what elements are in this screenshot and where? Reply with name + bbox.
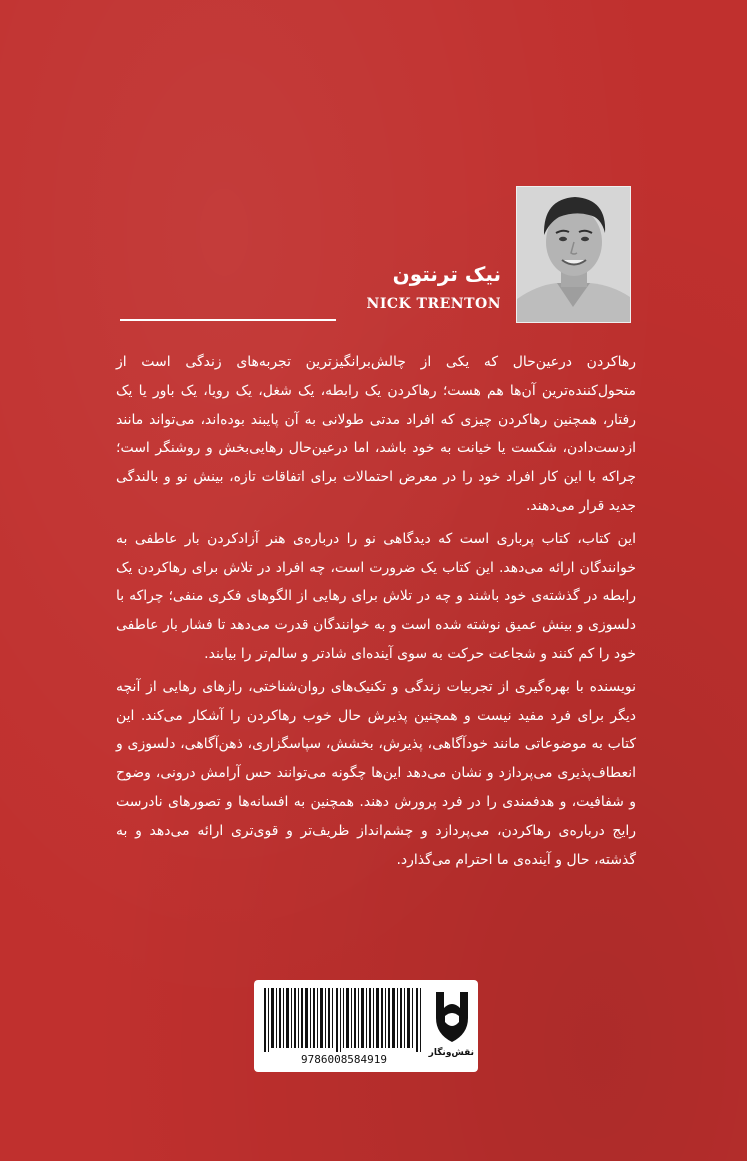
isbn-number: 9786008584919 <box>300 1053 388 1066</box>
author-photo <box>516 186 631 323</box>
publisher-logo-icon <box>432 988 472 1046</box>
blurb-paragraph-1: رهاکردن درعین‌حال که یکی از چالش‌برانگیزترین تجربه‌های زندگی است از متحول‌کننده‌ترین آن‌ها هم هست؛ رهاکردن یک رابطه، یک شغل، یک رویا، یک باور یا یک رفتار، همچنین رهاکردن چیزی که افراد مدتی طولانی به آن پایبند بوده‌اند، می‌تواند مانند ازدست‌دادن، شکست یا خیانت به خود باشد، اما درعین‌حال رهایی‌بخش و روشنگر است؛ چراکه با این کار افراد خود را در معرض احتمالات برای اتفاقات تازه، بینش نو و بالندگی جدید قرار می‌دهند. <box>116 354 636 514</box>
barcode <box>262 988 426 1052</box>
blurb-paragraph-3: نویسنده با بهره‌گیری از تجربیات زندگی و تکنیک‌های روان‌شناختی، رازهای رهایی از آنچه دیگر برای فرد مفید نیست و همچنین پذیرش حال خوب رهاکردن را آشکار می‌کند. این کتاب به موضوعاتی مانند خودآگاهی، پذیرش، بخشش، سپاسگزاری، ذهن‌آگاهی، دلسوزی و انعطاف‌پذیری می‌پردازد و نشان می‌دهد این‌ها چگونه می‌توانند حس آرامش درونی، وضوح و شفافیت، و هدفمندی را در فرد پرورش دهند. همچنین به افسانه‌ها و تصورهای نادرست رایج درباره‌ی رهاکردن، می‌پردازد و چشم‌انداز ظریف‌تر و قوی‌تری ارائه می‌دهد و به گذشته، حال و آینده‌ی ما احترام می‌گذارد. <box>116 678 636 868</box>
author-name-persian: نیک ترنتون <box>392 262 501 286</box>
publisher-name: نقش‌ونگار <box>428 1048 474 1058</box>
author-name-english: NICK TRENTON <box>366 296 501 312</box>
barcode-panel <box>254 980 478 1072</box>
blurb-paragraph-2: این کتاب، کتاب پرباری است که دیدگاهی نو را درباره‌ی هنر آزادکردن بار عاطفی به خوانندگان ارائه می‌دهد. این کتاب یک ضرورت است، چه افراد در تلاش برای رهاکردن یک رابطه در گذشته‌ی خود باشند و چه در تلاش برای رهایی از الگوهای فکری منفی؛ چراکه با دلسوزی و بینش عمیق نوشته شده است و به خوانندگان قدرت می‌دهد تا فشار بار عاطفی خود را کم کنند و شجاعت حرکت به سوی آینده‌ای شادتر و سالم‌تر را بیابند. <box>116 530 636 662</box>
book-blurb <box>116 348 636 878</box>
author-underline <box>120 319 336 321</box>
